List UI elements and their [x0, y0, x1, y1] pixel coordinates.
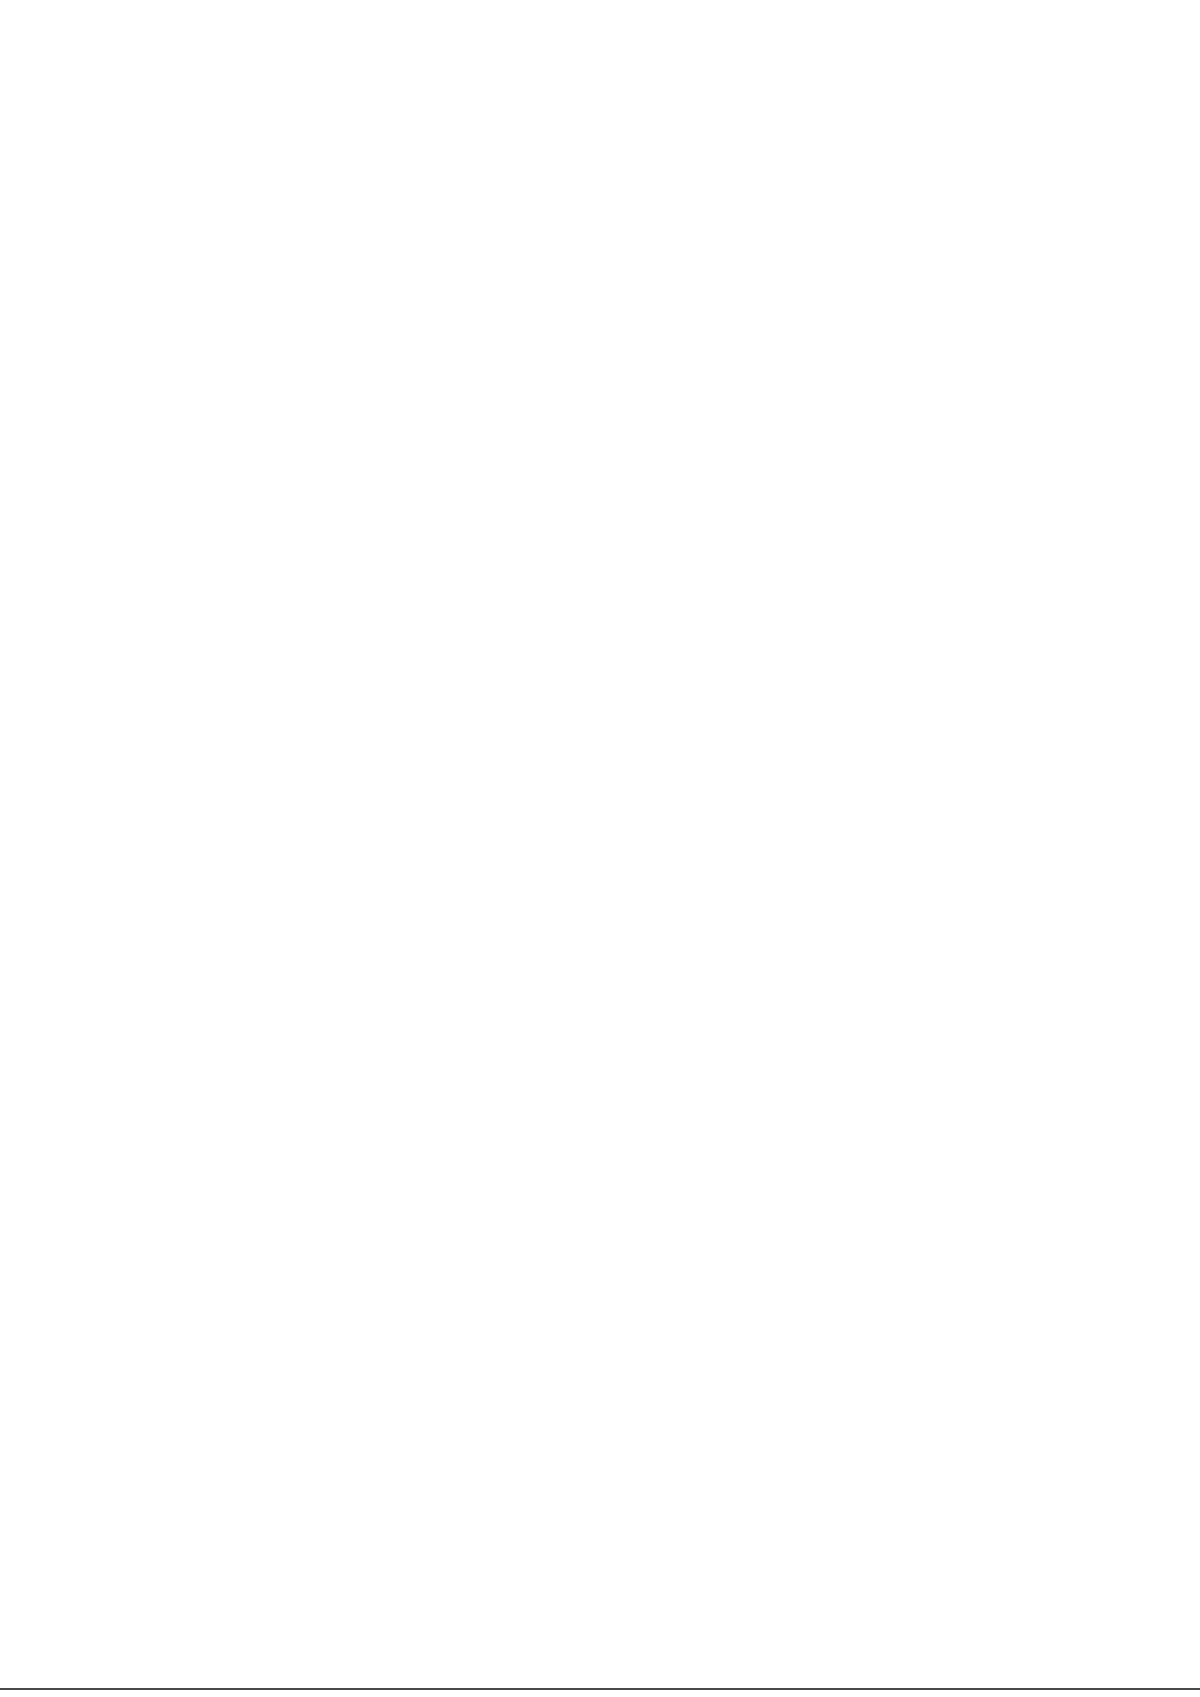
spacer — [218, 102, 1170, 134]
document-page — [218, 58, 1170, 262]
spacer — [218, 230, 1170, 262]
bottom-border-line — [0, 1688, 1200, 1690]
spacer — [218, 166, 1170, 198]
spacer — [218, 134, 1170, 166]
spacer — [218, 198, 1170, 230]
spacer — [218, 70, 1170, 102]
